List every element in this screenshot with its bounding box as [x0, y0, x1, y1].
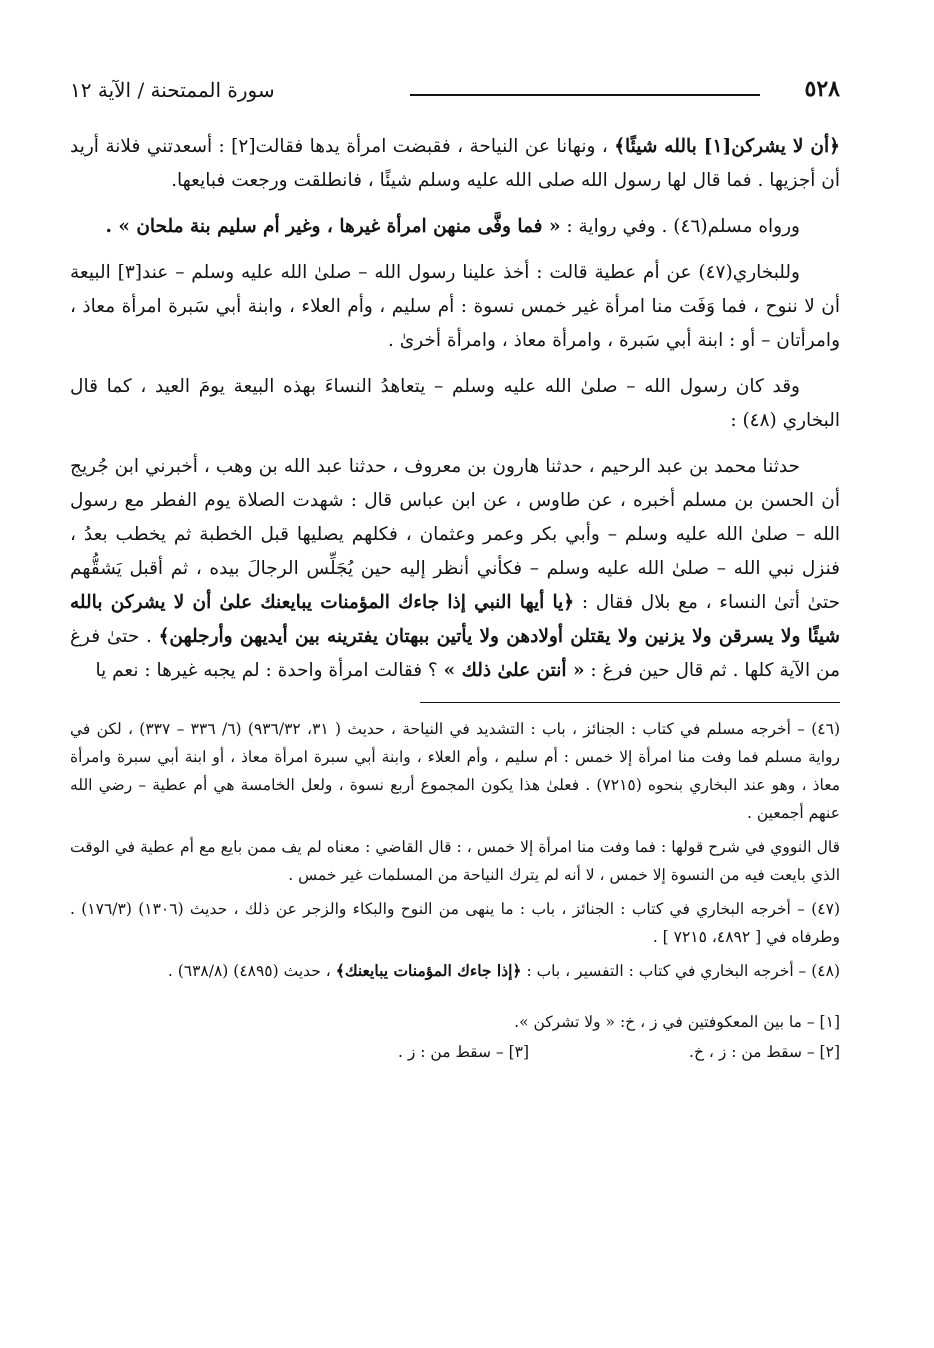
footnote-46: (٤٦) – أخرجه مسلم في كتاب : الجنائز ، باب : التشديد في النياحة ، حديث ( ٣١، ٩٣٦/٣٢) (٦/ ٣٣٦ – ٣٣٧) ، لكن في رواية مسلم فما وفت منا امرأة إلا خمس : أم سليم ، وأم العلاء ، وابنة أبي سبرة امرأة معاذ ، أو ابنة أبي سبرة وامرأة معاذ ، وهو عند البخاري بنحوه (٧٢١٥) . فعلىٰ هذا يكون المجموع أربع نسوة ، ولعل الخامسة هي أم عطية – رضي الله عنهم أجمعين .	[70, 720, 841, 822]
paragraph-4: وقد كان رسول الله – صلىٰ الله عليه وسلم – يتعاهدُ النساءَ بهذه البيعة يومَ العيد ، كما قال البخاري (٤٨) :	[70, 376, 840, 431]
quran-quote-cont: [١] بالله شيئًا﴾	[614, 136, 732, 157]
paragraph-text: . حتىٰ فرغ من الآية كلها . ثم قال حين فرغ :	[70, 626, 840, 681]
paragraph-text: ؟ فقالت امرأة واحدة : لم يجبه غيرها : نعم يا	[95, 660, 444, 681]
hadith-quote: « أنتن علىٰ ذلك »	[443, 660, 585, 681]
running-head	[70, 70, 840, 112]
footnote-text: (٤٨) – أخرجه البخاري في كتاب : التفسير ، باب :	[521, 962, 840, 980]
critical-apparatus	[70, 999, 840, 1067]
footnote-46-comment: قال النووي في شرح قولها : فما وفت منا امرأة إلا خمس ، : قال القاضي : معناه لم يف ممن بايع مع أم عطية في الوقت الذي بايعت فيه من النسوة إلا خمس ، لا أنه لم يترك النياحة من المسلمات غير خمس .	[70, 838, 840, 884]
paragraph-5	[70, 450, 840, 688]
book-page	[70, 70, 840, 1270]
paragraph-text: ، ونهانا عن النياحة ، فقبضت امرأة يدها فقالت[٢] : أسعدتني فلانة أريد أن أجزيها . فما قال لها رسول الله صلى الله عليه وسلم شيئًا ، فانطلقت ورجعت فبايعها.	[70, 136, 840, 191]
paragraph-1	[70, 130, 840, 198]
paragraph-text: ورواه مسلم(٤٦) . وفي رواية :	[560, 216, 800, 237]
hadith-quote: « فما وفَّى منهن امرأة غيرها ، وغير أم سليم بنة ملحان » .	[105, 216, 561, 237]
apparatus-note-2: [٢] – سقط من : ز ، خ.	[689, 1043, 840, 1061]
footnote-48	[70, 957, 840, 985]
main-text	[70, 130, 840, 688]
footnotes	[70, 715, 840, 985]
header-rule	[410, 94, 760, 96]
footnote-separator	[420, 702, 840, 703]
footnote-text: ، حديث (٤٨٩٥) (٦٣٨/٨) .	[167, 962, 336, 980]
paragraph-text: حدثنا محمد بن عبد الرحيم ، حدثنا هارون بن معروف ، حدثنا عبد الله بن وهب ، أخبرني ابن جُريج أن الحسن بن مسلم أخبره ، عن طاوس ، عن ابن عباس قال : شهدت الصلاة يوم الفطر مع رسول الله – صلىٰ الله عليه وسلم – وأبي بكر وعمر وعثمان ، فكلهم يصليها قبل الخطبة ثم يخطب بعدُ ، فنزل نبي الله – صلىٰ الله عليه وسلم – فكأني أنظر إليه حين يُجَلِّس الرجالَ بيده ، ثم أقبل يَشقُّهم حتىٰ أتىٰ النساء ، مع بلال فقال :	[70, 456, 841, 613]
quran-quote: ﴿أن لا يشركن	[731, 136, 840, 157]
paragraph-3: وللبخاري(٤٧) عن أم عطية قالت : أخذ علينا رسول الله – صلىٰ الله عليه وسلم – عند[٣] البيعة أن لا ننوح ، فما وَفَت منا امرأة غير خمس نسوة : أم سليم ، وأم العلاء ، وابنة أبي سَبرة امرأة معاذ ، وامرأتان – أو : ابنة أبي سَبرة ، وامرأة معاذ ، وامرأة أخرىٰ .	[70, 262, 840, 351]
quran-quote: ﴿يا أيها النبي إذا جاءك المؤمنات يبايعنك علىٰ أن لا يشركن بالله شيئًا ولا يسرقن ولا يزنين ولا يقتلن أولادهن ولا يأتين ببهتان يفترينه بين أيديهن وأرجلهن﴾	[70, 592, 840, 647]
apparatus-row	[70, 1007, 840, 1037]
surah-title: سورة الممتحنة / الآية ١٢	[70, 78, 275, 102]
page-number: ٥٢٨	[804, 76, 840, 102]
footnote-47: (٤٧) – أخرجه البخاري في كتاب : الجنائز ، باب : ما ينهى من النوح والبكاء والزجر عن ذلك ، حديث (١٣٠٦) (١٧٦/٣) . وطرفاه في [ ٤٨٩٢، ٧٢١٥ ] .	[70, 900, 841, 946]
apparatus-note-1: [١] – ما بين المعكوفتين في ز ، خ: « ولا تشركن ».	[514, 1013, 840, 1031]
quran-quote: ﴿إذا جاءك المؤمنات يبايعنك﴾	[335, 961, 522, 980]
paragraph-2	[70, 210, 840, 244]
apparatus-note-3: [٣] – سقط من : ز .	[398, 1043, 530, 1061]
apparatus-row	[70, 1037, 840, 1067]
